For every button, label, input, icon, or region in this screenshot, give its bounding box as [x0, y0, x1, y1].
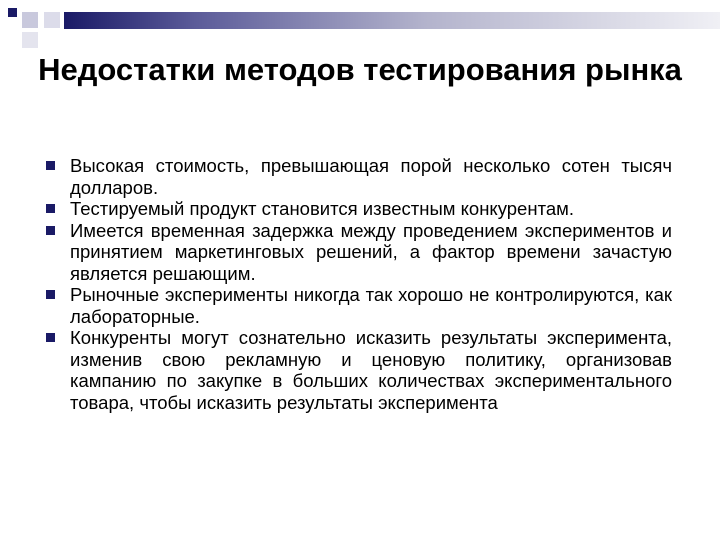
bullet-text: Высокая стоимость, превышающая порой несколько сотен тысяч долларов. — [70, 155, 672, 198]
square-bullet-icon — [46, 333, 55, 342]
decor-square-icon — [22, 32, 38, 48]
square-bullet-icon — [46, 226, 55, 235]
bullet-list — [44, 155, 672, 413]
bullet-text: Имеется временная задержка между проведением экспериментов и принятием маркетинговых решений, а фактор времени зачастую является решающим. — [70, 219, 672, 284]
decor-square-icon — [22, 12, 38, 28]
decor-square-icon — [8, 8, 17, 17]
bullet-item — [44, 155, 672, 198]
square-bullet-icon — [46, 204, 55, 213]
bullet-item — [44, 198, 672, 220]
bullet-item — [44, 284, 672, 327]
square-bullet-icon — [46, 161, 55, 170]
bullet-item — [44, 220, 672, 285]
header-gradient-bar — [64, 12, 720, 29]
bullet-text: Тестируемый продукт становится известным конкурентам. — [70, 198, 574, 219]
header-decoration — [0, 0, 720, 40]
slide-title: Недостатки методов тестирования рынка — [38, 52, 682, 87]
decor-square-icon — [44, 12, 60, 28]
square-bullet-icon — [46, 290, 55, 299]
bullet-text: Рыночные эксперименты никогда так хорошо не контролируются, как лабораторные. — [70, 284, 672, 327]
bullet-item — [44, 327, 672, 413]
bullet-text: Конкуренты могут сознательно исказить результаты эксперимента, изменив свою рекламную и ценовую политику, организовав кампанию по закупке в больших количествах экспериментального товара, чтобы исказить результаты эксперимента — [70, 327, 672, 413]
